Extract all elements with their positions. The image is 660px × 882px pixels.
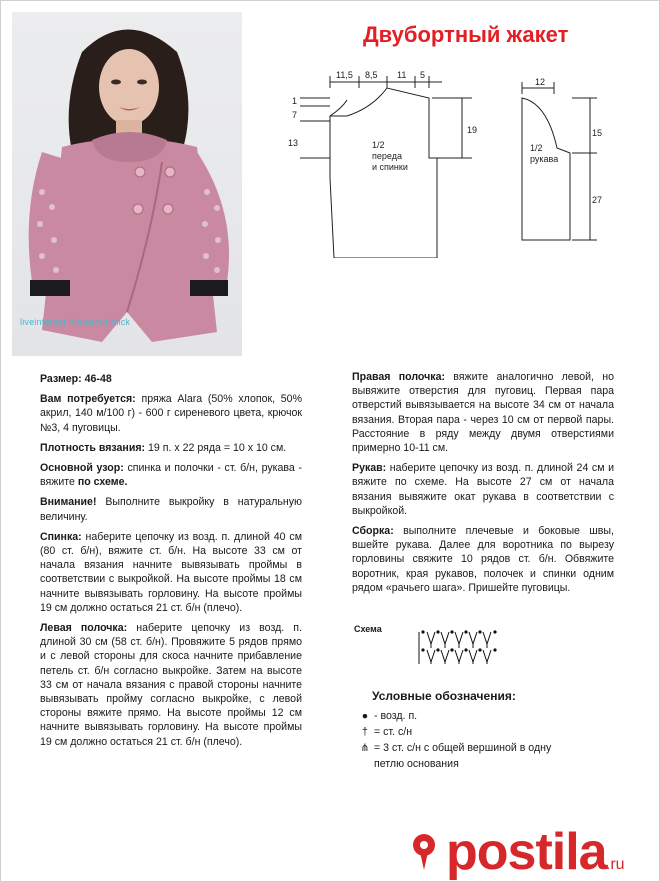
page-title: Двубортный жакет	[363, 22, 569, 47]
stitch-schema	[415, 628, 505, 668]
body-h-right: 19	[467, 125, 478, 135]
body-dim-3: 11	[397, 70, 407, 80]
legend-title: Условные обозначения:	[372, 689, 516, 703]
chain-stitch-icon: ●	[361, 710, 369, 722]
legend-item-cluster: ⋔ = 3 ст. с/н с общей вершиной в одну петлю основания	[356, 740, 556, 772]
right-front-paragraph: Правая полочка: вяжите аналогично левой, но вывяжите отверстия для пуговиц. Первая пара отверстий вывязывается на высоте 34 см от начала вязания. Вторая пара - через 10 см от первой пары. Расстояние в ряду между двумя отверстиями примерно 10-11 см.	[352, 371, 614, 455]
schema-label: Схема	[354, 624, 382, 634]
body-h-2: 7	[292, 110, 298, 120]
postila-logo-text: postila	[446, 823, 607, 881]
cluster-stitch-icon: ⋔	[360, 742, 370, 754]
photo-watermark: liveinternet.ru/users/rimick	[20, 317, 131, 327]
postila-logo	[408, 822, 625, 882]
body-label-1: 1/2	[372, 140, 385, 150]
sleeve-paragraph: Рукав: наберите цепочку из возд. п. длиной 24 см и вяжите по схеме. На высоте 27 см от начала вязания вывяжите окат рукава в соответствии с выкройкой.	[352, 462, 614, 517]
sleeve-h-2: 27	[592, 195, 603, 205]
body-label-3: и спинки	[372, 162, 408, 172]
body-label-2: переда	[372, 151, 402, 161]
body-dim-2: 8,5	[365, 70, 378, 80]
sleeve-label-2: рукава	[530, 154, 559, 164]
body-h-3: 13	[288, 138, 299, 148]
main-pattern-paragraph: Основной узор: спинка и полочки - ст. б/н, рукава - вяжите по схеме.	[40, 462, 302, 489]
legend-item-dc: † = ст. с/н	[356, 724, 556, 740]
postila-logo-suffix: .ru	[605, 856, 625, 873]
sleeve-h-1: 15	[592, 128, 603, 138]
model-illustration	[12, 12, 242, 356]
right-column	[352, 370, 614, 601]
materials-paragraph: Вам потребуется: пряжа Alara (50% хлопок, 50% акрил, 140 м/100 г) - 600 г сиреневого цвета, крючок №3, 4 пуговицы.	[40, 393, 302, 434]
gauge-paragraph: Плотность вязания: 19 п. х 22 ряда = 10 х 10 см.	[40, 441, 287, 454]
body-outline	[330, 88, 437, 258]
attention-paragraph: Внимание! Выполните выкройку в натуральную величину.	[40, 496, 302, 523]
legend-item-chain: ● - возд. п.	[356, 708, 556, 724]
model-photo	[12, 12, 242, 356]
legend	[356, 688, 556, 772]
sleeve-outline	[522, 98, 570, 240]
size-paragraph: Размер: 46-48	[40, 373, 112, 385]
sleeve-dim: 12	[535, 77, 546, 87]
back-paragraph: Спинка: наберите цепочку из возд. п. длиной 40 см (80 ст. б/н), вяжите ст. б/н. На высоте 33 см от начала вязания начните вывязывать проймы в соответствии с выкройкой. На высоте проймы 18 см начните вывязывать горловину. На высоте проймы 19 см должно остаться 21 ст. б/н (плечо).	[40, 530, 302, 614]
double-crochet-icon: †	[362, 726, 368, 738]
left-column	[40, 372, 302, 755]
assembly-paragraph: Сборка: выполните плечевые и боковые швы, вшейте рукава. Далее для воротника по вырезу горловины свяжите 10 рядов ст. б/н. Обвяжите воротник, края рукавов, полочек и спинки одним рядом «рачьего шага». Пришейте пуговицы.	[352, 525, 614, 594]
pin-icon	[408, 832, 440, 872]
body-h-1: 1	[292, 96, 298, 106]
sleeve-label-1: 1/2	[530, 143, 543, 153]
body-dim-4: 5	[420, 70, 426, 80]
body-dim-1: 11,5	[336, 70, 353, 80]
pattern-diagrams	[272, 58, 612, 258]
left-front-paragraph: Левая полочка: наберите цепочку из возд. п. длиной 30 см (58 ст. б/н). Провяжите 5 рядов прямо и с левой стороны для скоса начните прибавление петель ст. б/н согласно выкройке. Затем на высоте 33 см от начала вязания с правой стороны начните вывязывать пройму согласно выкройке, с левой стороны вяжите прямо. На высоте проймы 12 см начните вывязывать горловину. На высоте проймы 19 см должно остаться 21 ст. б/н (плечо).	[40, 622, 302, 748]
